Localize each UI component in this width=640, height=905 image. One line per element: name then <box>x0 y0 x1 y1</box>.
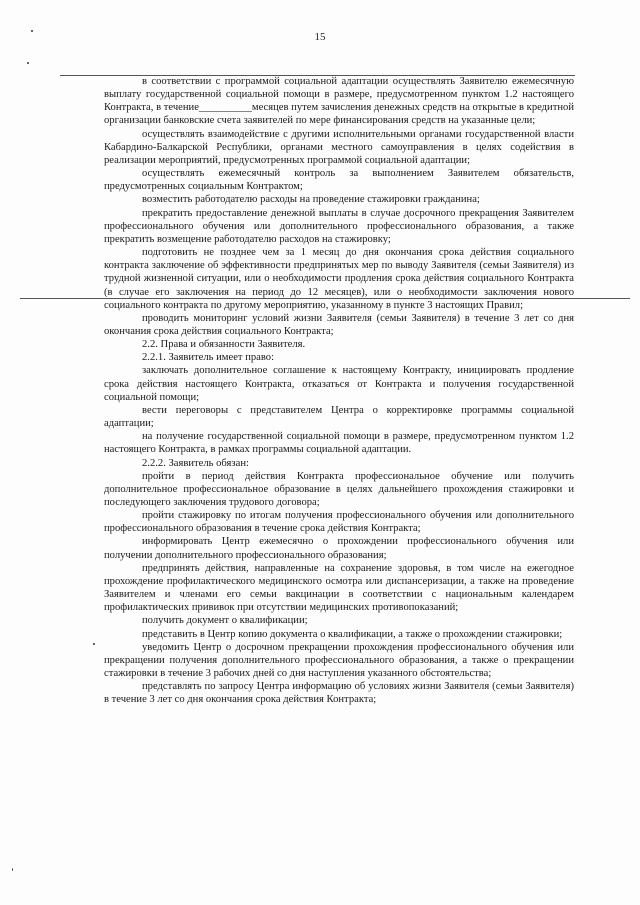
paragraph: осуществлять ежемесячный контроль за выполнением Заявителем обязательств, предусмотренных социальным Контрактом; <box>104 168 574 193</box>
paragraph: на получение государственной социальной помощи в размере, предусмотренном пунктом 1.2 настоящего Контракта, в рамках программы социальной адаптации. <box>104 431 574 456</box>
scan-speck <box>31 30 33 32</box>
paragraph: пройти стажировку по итогам получения профессионального обучения или дополнительного профессионального образования в течение срока действия Контракта; <box>104 510 574 535</box>
document-body <box>104 75 574 707</box>
paragraph: осуществлять взаимодействие с другими исполнительными органами государственной власти Кабардино-Балкарской Республики, органами местного самоуправления в целях содействия в реализации мероприятий, предусмотренных программой социальной адаптации; <box>104 128 574 166</box>
paragraph: заключать дополнительное соглашение к настоящему Контракту, инициировать продление срока действия настоящего Контракта, отказаться от Контракта и получения государственной социальной помощи; <box>104 365 574 403</box>
paragraph: уведомить Центр о досрочном прекращении прохождения профессионального обучения или прекращении получения дополнительного профессионального образования, а также о прекращении стажировки в течение 3 рабочих дней со дня наступления указанного обстоятельства; <box>104 641 574 680</box>
scan-speck <box>93 643 95 645</box>
section-heading: 2.2. Права и обязанности Заявителя. <box>142 339 306 351</box>
page-number: 15 <box>314 31 326 43</box>
subsection-heading: 2.2.1. Заявитель имеет право: <box>142 352 275 364</box>
paragraph: представлять по запросу Центра информацию об условиях жизни Заявителя (семьи Заявителя) в течение 3 лет со дня окончания срока действия Контракта; <box>104 681 574 706</box>
paragraph: возместить работодателю расходы на проведение стажировки гражданина; <box>142 194 480 206</box>
paragraph: прекратить предоставление денежной выплаты в случае досрочного прекращения Заявителем профессионального обучения или дополнительного профессионального образования, а также прекратить возмещение работодателю расходов на стажировку; <box>104 207 574 245</box>
paragraph: вести переговоры с представителем Центра о корректировке программы социальной адаптации; <box>104 404 574 430</box>
paragraph: предпринять действия, направленные на сохранение здоровья, в том числе на ежегодное прохождение профилактического медицинского осмотра или диспансеризации, а также на проведение Заявителем и членами его семьи вакцинации в соответствии с национальным календарем профилактических прививок при отсутствии медицинских противопоказаний; <box>104 562 574 614</box>
scan-speck <box>12 868 13 871</box>
paragraph: информировать Центр ежемесячно о прохождении профессионального обучения или получении дополнительного профессионального образования; <box>104 536 574 561</box>
paragraph: представить в Центр копию документа о квалификации, а также о прохождении стажировки; <box>142 628 563 640</box>
paragraph: пройти в период действия Контракта профессиональное обучение или получить дополнительное профессиональное образование в целях дальнейшего прохождения стажировки и последующего заключения трудового договора; <box>104 470 574 508</box>
paragraph: подготовить не позднее чем за 1 месяц до дня окончания срока действия социального контракта заключение об эффективности предпринятых мер по выводу Заявителя (семьи Заявителя) из трудной жизненной ситуации, или о необходимости продления срока действия социального Контракта (в случае его заключения на период до 12 месяцев), или о необходимости заключения нового социального контракта по другому мероприятию, указанному в пункте 3 настоящих Правил; <box>104 247 574 311</box>
paragraph: получить документ о квалификации; <box>142 615 308 627</box>
scan-speck <box>27 62 29 64</box>
paragraph: в соответствии с программой социальной адаптации осуществлять Заявителю ежемесячную выплату государственной социальной помощи в размере, предусмотренном пунктом 1.2 настоящего Контракта, в течение__________месяцев путем зачисления денежных средств на открытые в кредитной организации банковские счета заявителей по мере финансирования средств на указанные цели; <box>104 76 574 127</box>
paragraph: проводить мониторинг условий жизни Заявителя (семьи Заявителя) в течение 3 лет со дня окончания срока действия социального Контракта; <box>104 312 574 337</box>
subsection-heading: 2.2.2. Заявитель обязан: <box>142 457 249 469</box>
